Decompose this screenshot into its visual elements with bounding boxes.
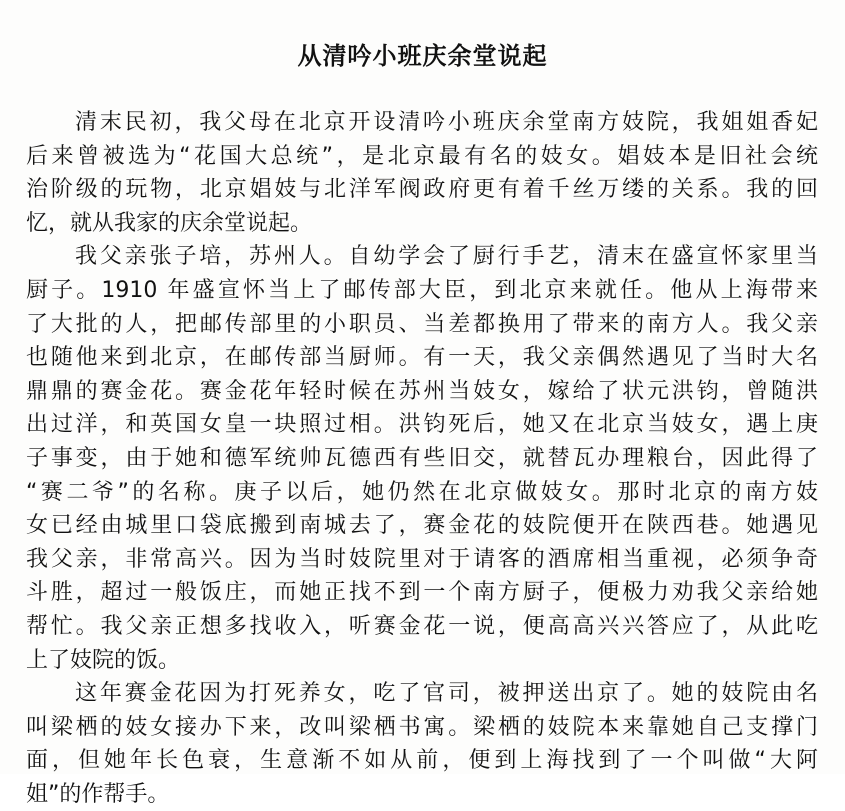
text-line: 叫梁栖的妓女接办下来，改叫梁栖书寓。梁栖的妓院本来靠她自己支撑门 (26, 714, 818, 740)
text-line: 也随他来到北京，在邮传部当厨师。有一天，我父亲偶然遇见了当时大名 (26, 345, 818, 371)
text-line: 忆，就从我家的庆余堂说起。 (26, 210, 313, 236)
page-title: 从清吟小班庆余堂说起 (297, 42, 548, 70)
text-line: 了大批的人，把邮传部里的小职员、当差都换用了带来的南方人。我父亲 (26, 311, 818, 337)
text-line: 清末民初，我父母在北京开设清吟小班庆余堂南方妓院，我姐姐香妃 (75, 110, 818, 135)
paragraph-2 (26, 240, 818, 677)
text-line: 我父亲，非常高兴。因为当时妓院里对于请客的酒席相当重视，必须争奇 (26, 546, 818, 572)
text-line: 斗胜，超过一般饭庄，而她正找不到一个南方厨子，便极力劝我父亲给她 (26, 580, 818, 606)
text-line: 我父亲张子培，苏州人。自幼学会了厨行手艺，清末在盛宣怀家里当 (75, 244, 818, 270)
text-line: 女已经由城里口袋底搬到南城去了，赛金花的妓院便开在陕西巷。她遇见 (26, 513, 818, 539)
text-line: 面，但她年长色衰，生意渐不如从前，便到上海找到了一个叫做“大阿 (26, 748, 818, 774)
document-body (26, 106, 818, 811)
text-line: 鼎鼎的赛金花。赛金花年轻时候在苏州当妓女，嫁给了状元洪钧，曾随洪 (26, 378, 818, 404)
text-line: 这年赛金花因为打死养女，吃了官司，被押送出京了。她的妓院由名 (75, 681, 818, 707)
paragraph-1 (26, 106, 818, 240)
text-line: “赛二爷”的名称。庚子以后，她仍然在北京做妓女。那时北京的南方妓 (26, 479, 818, 505)
text-line: 子事变，由于她和德军统帅瓦德西有些旧交，就替瓦办理粮台，因此得了 (26, 445, 818, 471)
text-line: 治阶级的玩物，北京娼妓与北洋军阀政府更有着千丝万缕的关系。我的回 (26, 177, 818, 203)
text-line: 厨子。1910 年盛宣怀当上了邮传部大臣，到北京来就任。他从上海带来 (26, 277, 818, 303)
text-line: 后来曾被选为“花国大总统”，是北京最有名的妓女。娼妓本是旧社会统 (26, 143, 818, 169)
text-line: 上了妓院的饭。 (26, 647, 181, 673)
text-line: 出过洋，和英国女皇一块照过相。洪钧死后，她又在北京当妓女，遇上庚 (26, 412, 818, 438)
text-line: 帮忙。我父亲正想多找收入，听赛金花一说，便高高兴兴答应了，从此吃 (26, 613, 818, 639)
paragraph-3 (26, 677, 818, 811)
text-line: 姐”的作帮手。 (26, 781, 170, 807)
